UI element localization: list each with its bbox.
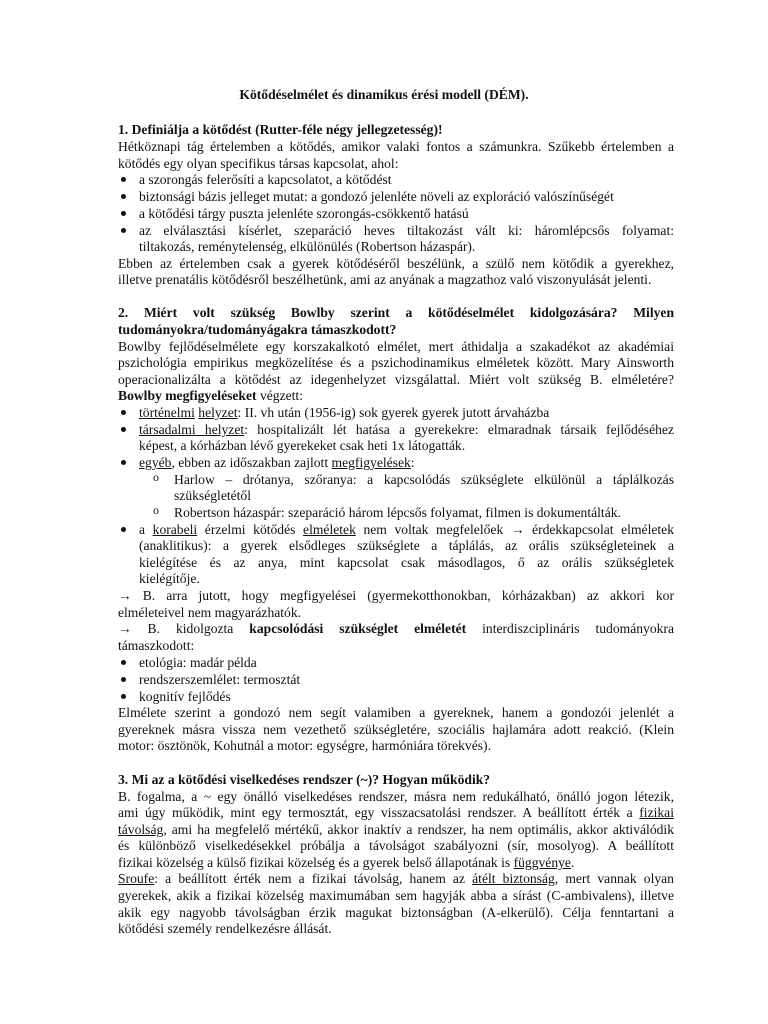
underlined-term: távolság (118, 822, 164, 837)
list-item-text: , ebben az időszakban zajlott (171, 455, 332, 470)
section-2-heading: 2. Miért volt szükség Bowlby szerint a kötődéselmélet kidolgozására? Milyen (118, 305, 674, 320)
list-item (139, 521, 674, 539)
list-item-continuation: (anaklitikus): a gyerek elsődleges szükséglete a táplálás, az orális szükségleteinek a (139, 538, 674, 553)
paragraph-line: támaszkodott: (118, 638, 195, 653)
list-item-continuation: kielégítése és az anya, mint kapcsolat csak másodlagos, ő az orális szükségletek (139, 555, 674, 570)
paragraph-text: fizikai közelség a külső fizikai közelség és a gyerek belső állapotának is (118, 855, 514, 870)
bullet-dot (121, 194, 126, 199)
observations-label: Bowlby megfigyeléseket (118, 388, 257, 403)
list-item-text: érzelmi kötődés (197, 522, 304, 537)
bullet-dot (121, 427, 126, 432)
underlined-term: Sroufe (118, 871, 155, 886)
list-item-continuation: képest, a kórházban lévő gyerekeket csak heti 1x látogatták. (139, 438, 466, 453)
paragraph-line: kötődés egy olyan specifikus társas kapcsolat, ahol: (118, 156, 399, 171)
paragraph-line: és különböző viselkedésekkel próbálja a távolságot szabályozni (sír, mosolyog). A beállított (118, 838, 674, 853)
bullet-dot (121, 660, 126, 665)
sub-list-item-continuation: szükségletétől (174, 488, 252, 503)
bullet-dot (121, 228, 126, 233)
list-item: rendszerszemlélet: termosztát (139, 672, 301, 687)
section-2-heading-line-2: tudományokra/tudományágakra támaszkodott? (118, 322, 397, 337)
underlined-term: átélt biztonság (472, 871, 555, 886)
paragraph-line: Ebben az értelemben csak a gyerek kötődéséről beszélünk, a szülő nem kötődik a gyerekhez, (118, 256, 674, 271)
paragraph-line: illetve prenatális kötődésről beszélhetünk, ami az anyának a magzathoz való viszonyulását jelenti. (118, 272, 652, 287)
paragraph-line (118, 620, 674, 638)
paragraph-text: , ami ha megfelelő mértékű, akkor inaktív a rendszer, ha nem optimális, akkor aktiválódik (163, 822, 674, 837)
list-item (139, 404, 549, 422)
document-title: Kötődéselmélet és dinamikus érési modell (DÉM). (239, 87, 529, 102)
bullet-dot (121, 177, 126, 182)
bullet-dot (121, 410, 126, 415)
paragraph-line: akik egy nagyobb távolságban érzik magukat biztonságban (A-elkerülő). Célja fenntartani a (118, 905, 674, 920)
bullet-dot (121, 694, 126, 699)
sub-bullet-marker: o (153, 503, 159, 517)
observations-line (118, 387, 303, 405)
list-item: a szorongás felerősíti a kapcsolatot, a kötődést (139, 172, 392, 187)
section-1-heading: 1. Definiálja a kötődést (Rutter-féle négy jellegzetesség)! (118, 122, 443, 137)
underlined-term: korabeli (152, 522, 198, 537)
underlined-term: megfigyelések (331, 455, 411, 470)
underlined-term: függvénye (513, 855, 571, 870)
paragraph-line: elméleteivel nem magyarázhatók. (118, 605, 302, 620)
paragraph-line (118, 854, 574, 872)
paragraph-line: gyereknek másra vissza nem vezethető szükségletére, szociális hajlamára adott reakció. (Klein (118, 722, 674, 737)
bold-term: kapcsolódási szükséglet elméletét (249, 621, 467, 636)
paragraph-line: operacionalizálta a kötődést az idegenhelyzet vizsgálattal. Miért volt szükség B. elméletére? (118, 372, 674, 387)
paragraph-line: motor: ösztönök, Kohutnál a motor: egységre, harmóniára törekvés). (118, 738, 491, 753)
list-item (139, 421, 674, 439)
underlined-term: társadalmi helyzet (139, 422, 245, 437)
paragraph-line: Hétköznapi tág értelemben a kötődés, amikor valaki fontos a számunkra. Szűkebb értelemben a (118, 139, 674, 154)
paragraph-line: gyerekek, akik a fizikai közelség maximumában sem hagyják abba a sírást (C-ambivalens), illetve (118, 888, 674, 903)
underlined-term: történelmi (139, 405, 195, 420)
paragraph-text: , mert vannak olyan (554, 871, 674, 886)
bullet-dot (121, 677, 126, 682)
underlined-term: egyéb (139, 455, 172, 470)
list-item-text: nem voltak megfelelőek → érdekkapcsolat elméletek (355, 522, 674, 537)
list-item-continuation: kielégítője. (139, 571, 200, 586)
list-item: az elválasztási kísérlet, szeparáció heves tiltakozást vált ki: háromlépcsős folyamat: (139, 223, 674, 238)
sub-list-item: Harlow – drótanya, szőranya: a kapcsolódás szükséglete elkülönül a táplálkozás (174, 472, 674, 487)
paragraph-line (118, 804, 674, 822)
bullet-dot (121, 527, 126, 532)
section-3-heading: 3. Mi az a kötődési viselkedéses rendszer (~)? Hogyan működik? (118, 772, 491, 787)
list-item (139, 454, 415, 472)
list-item-text: : hospitalizált lét hatása a gyerekekre: elmaradnak társaik fejlődéséhez (244, 422, 674, 437)
list-item: a kötődési tárgy puszta jelenléte szorongás-csökkentő hatású (139, 206, 469, 221)
underlined-term: helyzet (198, 405, 238, 420)
paragraph-line: Bowlby fejlődéselmélete egy korszakalkotó elmélet, mert áthidalja a szakadékot az akadémiai (118, 339, 674, 354)
paragraph-line: pszichológia empirikus megközelítése és a pszichodinamikus elméletek között. Mary Ainsworth (118, 355, 674, 370)
paragraph-text: . (570, 855, 575, 870)
list-item: etológia: madár példa (139, 655, 257, 670)
list-item-continuation: tiltakozás, reménytelenség, elkülönülés (Robertson házaspár). (139, 239, 476, 254)
list-item-text: : II. vh után (1956-ig) sok gyerek gyerek jutott árvaházba (237, 405, 550, 420)
bullet-dot (121, 211, 126, 216)
observations-text: végzett: (256, 388, 303, 403)
list-item-text: : (410, 455, 415, 470)
paragraph-line (118, 870, 674, 888)
list-item-text: a (139, 522, 153, 537)
underlined-term: fizikai (639, 805, 674, 820)
bullet-dot (121, 460, 126, 465)
paragraph-line: kötődési személy rendelkezésre állását. (118, 921, 332, 936)
sub-bullet-marker: o (153, 470, 159, 484)
paragraph-line: → B. arra jutott, hogy megfigyelései (gyermekotthonokban, kórházakban) az akkori kor (118, 588, 674, 603)
sub-list-item: Robertson házaspár: szeparáció három lépcsős folyamat, filmen is dokumentálták. (174, 505, 621, 520)
paragraph-line: Elmélete szerint a gondozó nem segít valamiben a gyereknek, hanem a gondozói jelenlét a (118, 705, 674, 720)
paragraph-text: : a beállított érték nem a fizikai távolság, hanem az (154, 871, 473, 886)
paragraph-text: → B. kidolgozta (118, 621, 250, 636)
list-item: kognitív fejlődés (139, 689, 231, 704)
underlined-term: elméletek (303, 522, 356, 537)
paragraph-text: interdiszciplináris tudományokra (466, 621, 674, 636)
paragraph-line (118, 821, 674, 839)
paragraph-text: ami úgy működik, mint egy termosztát, egy visszacsatolási rendszer. A beállított érték a (118, 805, 640, 820)
list-item: biztonsági bázis jelleget mutat: a gondozó jelenléte növeli az exploráció valószínűségét (139, 189, 614, 204)
paragraph-line: B. fogalma, a ~ egy önálló viselkedéses rendszer, másra nem redukálható, önálló jogon létezik, (118, 789, 674, 804)
